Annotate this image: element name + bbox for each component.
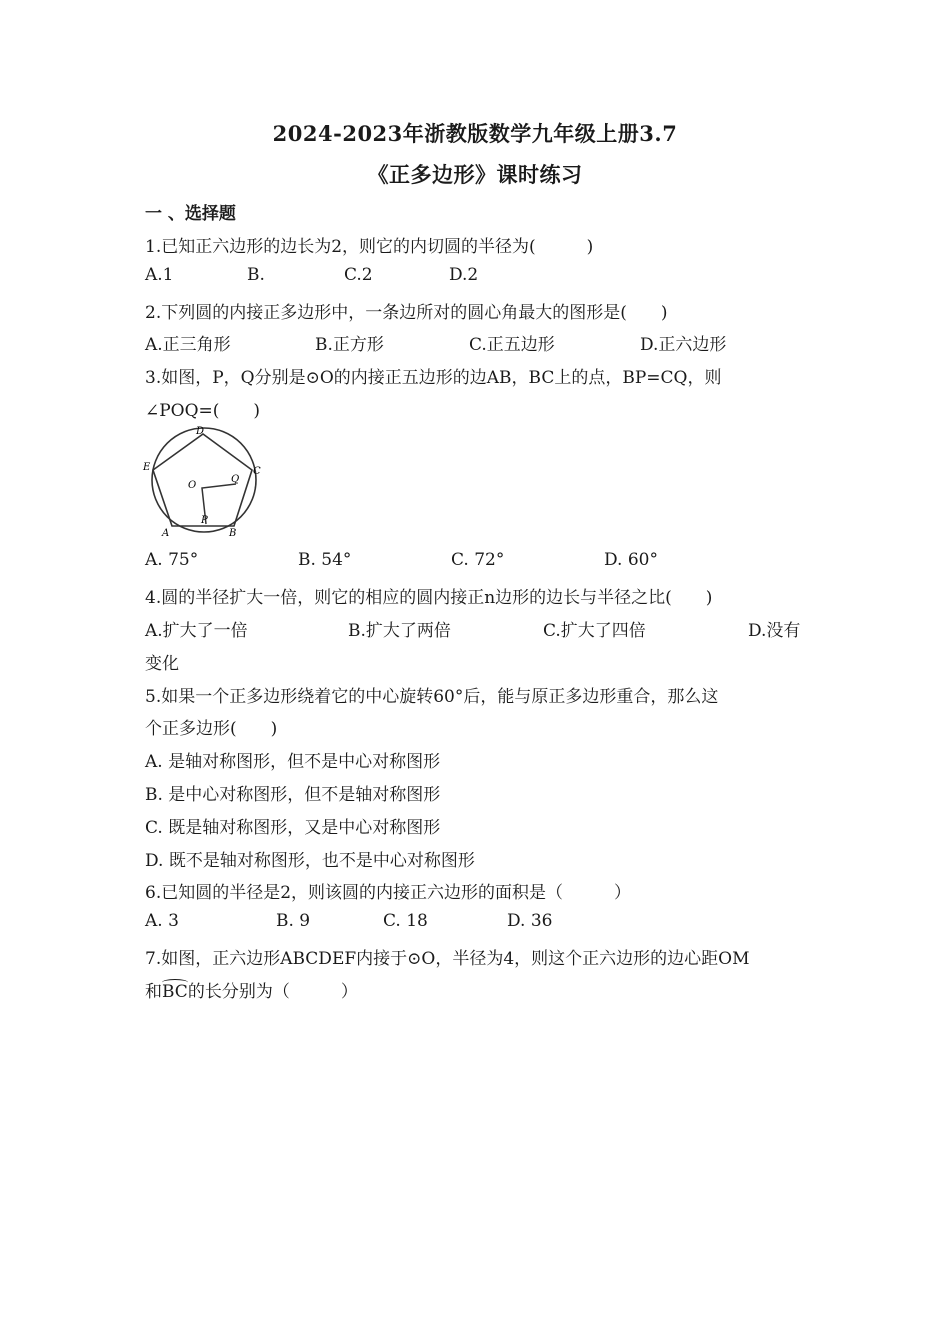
- q1-option-b: B.: [247, 265, 265, 285]
- question-3-line-2: ∠POQ=( ): [145, 401, 261, 421]
- question-4: 4.圆的半径扩大一倍，则它的相应的圆内接正n边形的边长与半径之比( ): [145, 588, 713, 608]
- question-5-line-2: 个正多边形( ): [145, 719, 278, 739]
- q6-option-b: B. 9: [276, 911, 311, 931]
- q4-option-d: D.没有: [748, 621, 801, 641]
- label-d: D: [196, 426, 205, 437]
- q3-option-b: B. 54°: [298, 550, 352, 570]
- q5-option-d: D. 既不是轴对称图形，也不是中心对称图形: [145, 851, 475, 871]
- label-q: Q: [231, 474, 240, 485]
- question-6: 6.已知圆的半径是2，则该圆的内接正六边形的面积是（ ）: [145, 883, 632, 903]
- section-heading: 一 、选择题: [145, 204, 236, 224]
- arc-bc: BC: [162, 982, 188, 1002]
- q3-option-c: C. 72°: [451, 550, 505, 570]
- label-o: O: [188, 480, 197, 491]
- q6-option-a: A. 3: [145, 911, 179, 931]
- page-subtitle: 《正多边形》课时练习: [367, 162, 583, 187]
- q4-option-b: B.扩大了两倍: [348, 621, 451, 641]
- page-title: 2024-2023年浙教版数学九年级上册3.7: [272, 121, 678, 146]
- q2-option-b: B.正方形: [315, 335, 384, 355]
- label-c: C: [253, 466, 261, 477]
- q6-option-c: C. 18: [383, 911, 428, 931]
- label-e: E: [143, 462, 151, 473]
- pentagon-figure: [140, 422, 270, 542]
- q1-option-c: C.2: [344, 265, 373, 285]
- q5-option-b: B. 是中心对称图形，但不是轴对称图形: [145, 785, 441, 805]
- q3-option-a: A. 75°: [145, 550, 199, 570]
- q1-option-d: D.2: [449, 265, 479, 285]
- q3-option-d: D. 60°: [604, 550, 658, 570]
- label-b: B: [229, 528, 237, 539]
- question-7-line-1: 7.如图，正六边形ABCDEF内接于⊙O，半径为4，则这个正六边形的边心距OM: [145, 949, 750, 969]
- question-1: 1.已知正六边形的边长为2，则它的内切圆的半径为( ): [145, 237, 594, 257]
- q2-option-a: A.正三角形: [145, 335, 231, 355]
- q2-option-c: C.正五边形: [469, 335, 555, 355]
- q4-option-c: C.扩大了四倍: [543, 621, 646, 641]
- q7-line-2-prefix: 和: [145, 982, 162, 1002]
- question-7-line-2: [145, 977, 358, 1002]
- question-5-line-1: 5.如果一个正多边形绕着它的中心旋转60°后，能与原正多边形重合，那么这: [145, 687, 719, 707]
- question-2: 2.下列圆的内接正多边形中，一条边所对的圆心角最大的图形是( ): [145, 303, 668, 323]
- q1-option-a: A.1: [145, 265, 174, 285]
- q2-option-d: D.正六边形: [640, 335, 727, 355]
- question-3-line-1: 3.如图，P，Q分别是⊙O的内接正五边形的边AB，BC上的点，BP=CQ，则: [145, 368, 722, 388]
- q4-option-d-continuation: 变化: [145, 654, 179, 674]
- label-a: A: [162, 528, 170, 539]
- q5-option-c: C. 既是轴对称图形，又是中心对称图形: [145, 818, 441, 838]
- q6-option-d: D. 36: [507, 911, 553, 931]
- q7-line-2-suffix: 的长分别为（ ）: [187, 982, 358, 1002]
- label-p: P: [201, 515, 208, 526]
- q5-option-a: A. 是轴对称图形，但不是中心对称图形: [145, 752, 441, 772]
- q4-option-a: A.扩大了一倍: [145, 621, 248, 641]
